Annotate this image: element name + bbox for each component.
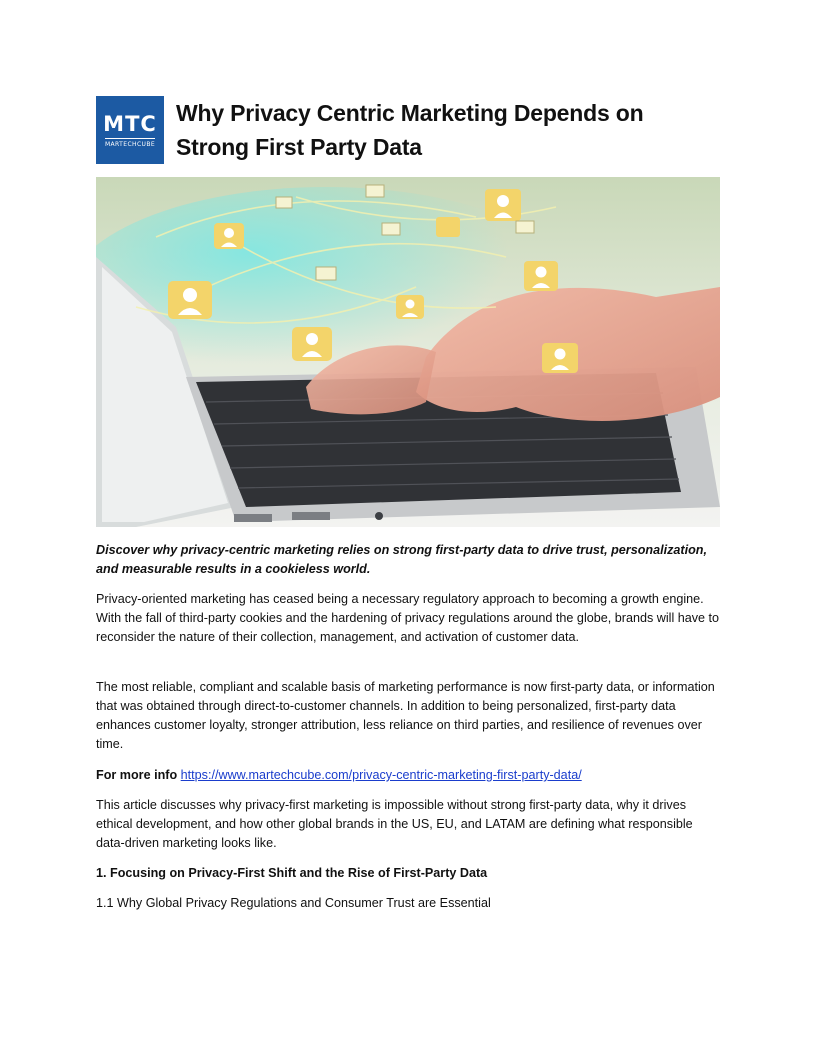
paragraph-first-party-data: The most reliable, compliant and scalable basis of marketing performance is now first-party data, or information that was obtained through direct-to-customer channels. In addition to being personalized, first-party data enhances customer loyalty, stronger attribution, less reliance on third parties, and resilience of revenues over time. xyxy=(96,680,715,751)
section-heading-1-1: 1.1 Why Global Privacy Regulations and Consumer Trust are Essential xyxy=(96,896,491,910)
more-info-line xyxy=(96,766,582,785)
document-header xyxy=(96,96,720,164)
page-title xyxy=(176,96,643,164)
title-line-1: Why Privacy Centric Marketing Depends on xyxy=(176,100,644,126)
martechcube-logo xyxy=(96,96,164,164)
title-line-2: Strong First Party Data xyxy=(176,134,422,160)
more-info-link[interactable]: https://www.martechcube.com/privacy-centric-marketing-first-party-data/ xyxy=(180,768,582,782)
hero-image xyxy=(96,177,720,527)
more-info-label: For more info xyxy=(96,768,178,782)
logo-wordmark: MARTECHCUBE xyxy=(105,138,155,148)
article-summary: Discover why privacy-centric marketing relies on strong first-party data to drive trust, personalization, and measurable results in a cookieless world. xyxy=(96,543,707,576)
laptop-network-illustration xyxy=(96,177,720,527)
logo-mark: MTC xyxy=(103,111,157,136)
section-heading-1: 1. Focusing on Privacy-First Shift and the Rise of First-Party Data xyxy=(96,866,488,880)
paragraph-intro: Privacy-oriented marketing has ceased being a necessary regulatory approach to becoming a growth engine. With the fall of third-party cookies and the hardening of privacy regulations around the globe, brands will have to reconsider the nature of their collection, management, and activation of customer data. xyxy=(96,592,720,644)
paragraph-article-overview: This article discusses why privacy-first marketing is impossible without strong first-party data, why it drives ethical development, and how other global brands in the US, EU, and LATAM are defining what responsible data-driven marketing looks like. xyxy=(96,798,693,850)
